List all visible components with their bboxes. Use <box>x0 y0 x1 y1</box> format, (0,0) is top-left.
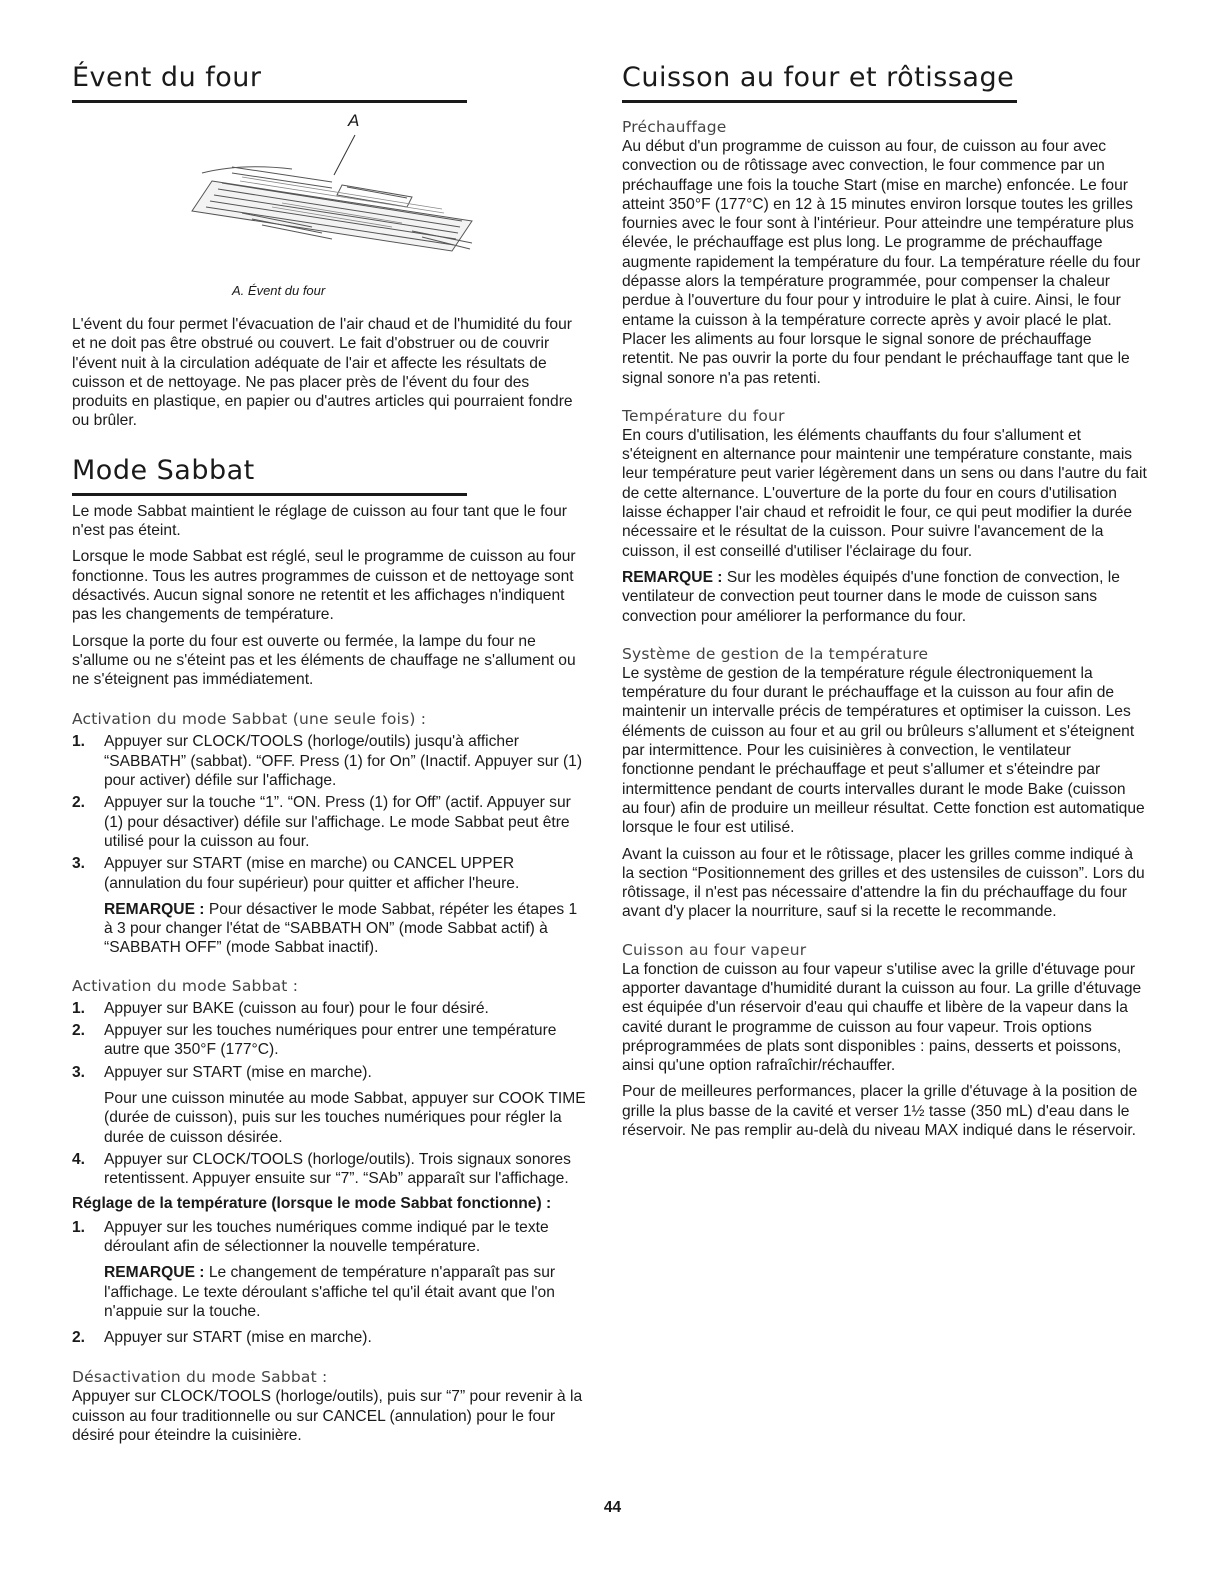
temp-mgmt-text: Le système de gestion de la température régule électroniquement la température du four durant le préchauffage et la cuisson au four afin de maintenir un intervalle précis de températures et optimiser la cuisson. Les éléments de cuisson au four et au gril ou brûleurs s'allument et s'éteignent par intermittence. Pour les cuisinières à convection, le ventilateur fonctionne pendant le préchauffage et peut s'allumer et s'éteindre par intermittence pendant de courts intervalles durant le mode Bake (cuisson au four) afin de produire un meilleur résultat. Cette fonction est automatique lorsque le four est utilisé. <box>622 664 1145 837</box>
temp-mgmt-title: Système de gestion de la température <box>622 644 929 663</box>
sabbath-heading: Mode Sabbat <box>72 454 255 486</box>
step-text: Appuyer sur les touches numériques pour entrer une température autre que 350°F (177°C). <box>104 1022 557 1059</box>
figure-caption: A. Évent du four <box>232 283 326 298</box>
preheat-title: Préchauffage <box>622 118 727 136</box>
sabbath-paragraph: Lorsque le mode Sabbat est réglé, seul le programme de cuisson au four fonctionne. Tous les autres programmes de cuisson et de nettoyage sont désactivés. Aucun signal sonore ne retentit et les affichages n'indiquent pas les changements de température. <box>72 548 576 624</box>
step-item <box>72 1218 587 1321</box>
note-text: Le changement de température n'apparaît pas sur l'affichage. Le texte déroulant s'affiche tel qu'il était avant que l'on n'appuie sur la touche. <box>104 1264 556 1320</box>
heading-rule <box>622 100 1017 103</box>
step-number: 1. <box>72 1218 86 1236</box>
step-number: 3. <box>72 1063 86 1081</box>
note-label: REMARQUE : <box>622 568 723 586</box>
left-column <box>72 60 587 1445</box>
deactivation-text: Appuyer sur CLOCK/TOOLS (horloge/outils), puis sur “7” pour revenir à la cuisson au four traditionnelle ou sur CANCEL (annulation) pour le four désiré pour éteindre la cuisinière. <box>72 1388 583 1445</box>
figure-letter: A <box>348 111 360 130</box>
step-text: Appuyer sur CLOCK/TOOLS (horloge/outils) jusqu'à afficher “SABBATH” (sabbat). “OFF. Press (1) for On” (Inactif. Appuyer sur (1) pour activer) défile sur l'affichage. <box>104 733 583 790</box>
right-column <box>622 60 1147 1140</box>
steam-text: La fonction de cuisson au four vapeur s'utilise avec la grille d'étuvage pour apporter davantage d'humidité durant la cuisson au four. La grille d'étuvage est équipée d'un réservoir d'eau qui chauffe et libère de la vapeur dans la cavité durant le programme de cuisson au four vapeur. Trois options préprogrammées de plats sont disponibles : pains, desserts et poissons, ainsi qu'une option rafraîchir/réchauffer. <box>622 960 1142 1075</box>
activation-once-title: Activation du mode Sabbat (une seule fois) : <box>72 710 427 729</box>
step-text: Appuyer sur START (mise en marche) ou CANCEL UPPER (annulation du four supérieur) pour quitter et afficher l'heure. <box>104 855 520 892</box>
step-item <box>72 1021 587 1060</box>
preheat-text: Au début d'un programme de cuisson au four, de cuisson au four avec convection ou de rôtissage avec convection, le four commence par un préchauffage une fois la touche Start (mise en marche) enfoncée. Le four atteint 350°F (177°C) en 12 à 15 minutes environ lorsque toutes les grilles fournies avec le four sont à l'intérieur. Pour atteindre une température plus élevée, le préchauffage est plus long. Le programme de préchauffage augmente rapidement la température du four. La température réelle du four dépasse alors la température programmée, pour compenser la chaleur perdue à l'ouverture du four pour y introduire le plat à cuire. Ainsi, le four entame la cuisson à la température correcte après y avoir placé le plat. Placer les aliments au four lorsque le signal sonore de préchauffage retentit. Ne pas ouvrir la porte du four pendant le préchauffage tant que le signal sonore n'a pas retenti. <box>622 138 1141 387</box>
step-item <box>72 1063 587 1147</box>
step-number: 2. <box>72 1022 86 1040</box>
step-item <box>72 854 587 957</box>
oven-vent-illustration <box>182 103 482 278</box>
step-item <box>72 1150 587 1189</box>
note-text: Sur les modèles équipés d'une fonction de convection, le ventilateur de convection peut tourner dans le mode de cuisson sans convection pour améliorer la performance du four. <box>622 568 1120 625</box>
oven-temp-title: Température du four <box>622 406 785 425</box>
activation-title: Activation du mode Sabbat : <box>72 976 299 995</box>
heading-rule <box>72 493 467 496</box>
sabbath-paragraph: Lorsque la porte du four est ouverte ou fermée, la lampe du four ne s'allume ou ne s'éteint pas et les éléments de chauffage ne s'allument ou ne s'éteignent pas immédiatement. <box>72 632 576 689</box>
activation-steps <box>72 999 587 1189</box>
temp-adjust-steps <box>72 1218 587 1348</box>
vent-heading: Évent du four <box>72 62 262 93</box>
step-number: 2. <box>72 1329 86 1347</box>
steam-title: Cuisson au four vapeur <box>622 940 807 959</box>
note-label: REMARQUE : <box>104 900 205 918</box>
baking-heading: Cuisson au four et rôtissage <box>622 62 1015 93</box>
steam-text-2: Pour de meilleures performances, placer la grille d'étuvage à la position de grille la plus basse de la cavité et verser 1½ tasse (350 mL) d'eau dans le réservoir. Ne pas remplir au-delà du niveau MAX indiqué dans le réservoir. <box>622 1083 1138 1140</box>
step-number: 4. <box>72 1150 86 1168</box>
deactivation-title: Désactivation du mode Sabbat : <box>72 1368 328 1387</box>
step-number: 2. <box>72 794 86 812</box>
step-text: Appuyer sur la touche “1”. “ON. Press (1) for Off” (actif. Appuyer sur (1) pour désactiver) défile sur l'affichage. Le mode Sabbat peut être utilisé pour la cuisson au four. <box>104 794 571 850</box>
step-text: Appuyer sur BAKE (cuisson au four) pour le four désiré. <box>104 999 489 1017</box>
step-text: Appuyer sur CLOCK/TOOLS (horloge/outils). Trois signaux sonores retentissent. Appuyer ensuite sur “7”. “SAb” apparaît sur l'affichage. <box>104 1150 571 1188</box>
note-text: Pour désactiver le mode Sabbat, répéter les étapes 1 à 3 pour changer l'état de “SABBATH ON” (mode Sabbat actif) à “SABBATH OFF” (mode Sabbat inactif). <box>104 900 578 957</box>
step-number: 1. <box>72 733 86 751</box>
oven-temp-text: En cours d'utilisation, les éléments chauffants du four s'allument et s'éteignent en alternance pour maintenir une température constante, mais leur température peut varier légèrement dans un sens ou dans l'autre du fait de cette alternance. L'ouverture de la porte du four en cours d'utilisation laisse échapper l'air chaud et refroidit le four, ce qui peut modifier la durée nécessaire et le résultat de la cuisson. Pour suivre l'avancement de la cuisson, il est conseillé d'utiliser l'éclairage du four. <box>622 426 1147 560</box>
activation-once-steps <box>72 732 587 957</box>
step-item <box>72 999 587 1018</box>
note-label: REMARQUE : <box>104 1264 205 1282</box>
note <box>104 900 587 958</box>
step-item <box>72 793 587 851</box>
sabbath-paragraph: Le mode Sabbat maintient le réglage de cuisson au four tant que le four n'est pas éteint. <box>72 502 567 540</box>
step-text: Appuyer sur les touches numériques comme indiqué par le texte déroulant afin de sélectionner la nouvelle température. <box>104 1218 549 1255</box>
note <box>104 1263 587 1321</box>
vent-text: L'évent du four permet l'évacuation de l'air chaud et de l'humidité du four et ne doit pas être obstrué ou couvert. Le fait d'obstruer ou de couvrir l'évent nuit à la circulation adéquate de l'air et affecte les résultats de cuisson et de nettoyage. Ne pas placer près de l'évent du four des produits en plastique, en papier ou d'autres articles qui pourraient fondre ou brûler. <box>72 316 573 430</box>
step-number: 1. <box>72 999 86 1017</box>
step-item <box>72 1328 587 1347</box>
rack-placement-text: Avant la cuisson au four et le rôtissage, placer les grilles comme indiqué à la section “Positionnement des grilles et des ustensiles de cuisson”. Lors du rôtissage, il n'est pas nécessaire d'attendre la fin du préchauffage du four avant d'y placer la nourriture, sauf si la recette le recommande. <box>622 845 1145 921</box>
page-number: 44 <box>603 1499 622 1516</box>
timed-cooking-text: Pour une cuisson minutée au mode Sabbat, appuyer sur COOK TIME (durée de cuisson), puis sur les touches numériques pour régler la durée de cuisson désirée. <box>104 1089 586 1146</box>
temp-adjust-title: Réglage de la température (lorsque le mode Sabbat fonctionne) : <box>72 1195 552 1213</box>
oven-temp-note <box>622 568 1147 626</box>
oven-vent-figure <box>72 103 587 303</box>
step-text: Appuyer sur START (mise en marche). <box>104 1063 372 1081</box>
step-item <box>72 732 587 790</box>
step-text: Appuyer sur START (mise en marche). <box>104 1329 372 1347</box>
step-number: 3. <box>72 855 86 873</box>
